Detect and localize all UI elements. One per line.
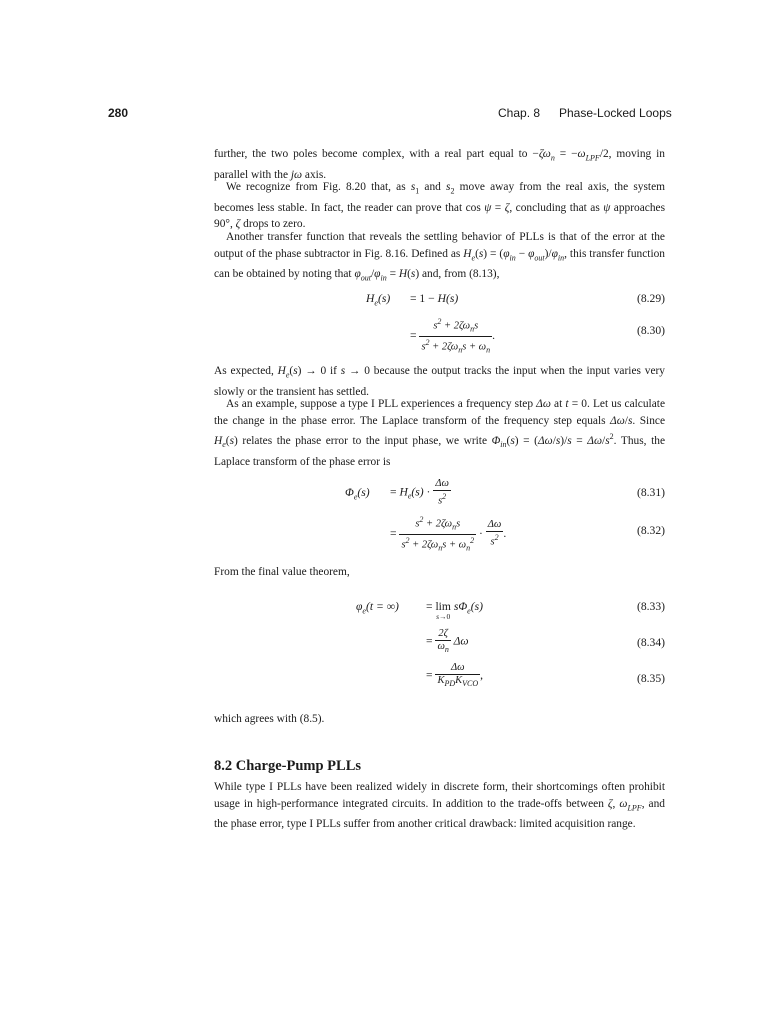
chapter-label: Chap. 8	[498, 106, 541, 120]
paragraph-8: While type I PLLs have been realized widely in discrete form, their shortcomings often prohibit usage in high-performance integrated circuits. In addition to the trade-offs between ζ, $\omega_{LPF}$, and the phase error, type I PLLs suffer from another critical drawback: limited acquisition range.	[214, 781, 665, 831]
page-number: 280	[108, 106, 129, 120]
equation-number: (8.33)	[636, 600, 665, 613]
equation-number: (8.31)	[636, 486, 665, 499]
equation-number: (8.32)	[636, 524, 665, 537]
equation-number: (8.34)	[636, 636, 665, 649]
equation-number: (8.30)	[636, 324, 665, 337]
section-title: Charge-Pump PLLs	[235, 758, 362, 774]
paragraph-4: As expected, $H_e(s) \to 0$ if s → 0 because the output tracks the input when the input varies very slowly or the transient has settled.	[214, 365, 665, 398]
equation-8-30: = $\frac{s^2 + 2\zeta\omega_ns}{s^2 + 2\zeta\omega_ns + \omega_n}$ . (8.30)	[410, 317, 665, 355]
equation-number: (8.35)	[636, 672, 665, 685]
paragraph-5: As an example, suppose a type I PLL experiences a frequency step Δω at t = 0. Let us calculate the change in the phase error. The Laplace transform of the frequency step equals Δω/s. Since $H_e(s)$ relates the phase error to the input phase, we write $\Phi_{in}(s) = (\Delta\omega/s)/s = \Delta\omega/s^2$. Thus, the Laplace transform of the phase error is	[214, 398, 666, 468]
section-heading	[214, 758, 361, 775]
section-number: 8.2	[214, 758, 233, 774]
paragraph-7: which agrees with (8.5).	[214, 713, 325, 725]
equation-8-35: = $\frac{\Delta\omega}{K_{PD}K_{VCO}}$ , (8.35)	[426, 662, 665, 689]
chapter-title: Phase-Locked Loops	[559, 106, 672, 120]
paragraph-3: Another transfer function that reveals the settling behavior of PLLs is that of the error at the output of the phase subtractor in Fig. 8.16. Defined as $H_e(s) = (\varphi_{in} - \varphi_{out})/\varphi_{in}$, this transfer function can be obtained by noting that $\varphi_{out}/\varphi_{in} = H(s)$ and, from (8.13),	[214, 231, 665, 283]
equation-8-34: = $\frac{2\zeta}{\omega_n}$ Δω (8.34)	[426, 628, 665, 655]
equation-number: (8.29)	[636, 292, 665, 305]
equation-8-29: $H_e(s)$ = 1 − H(s) (8.29)	[366, 292, 665, 308]
paragraph-2: We recognize from Fig. 8.20 that, as $s_1$ and $s_2$ move away from the real axis, the system becomes less stable. In fact, the reader can prove that cos ψ = ζ, concluding that as ψ approaches 90°, ζ drops to zero.	[214, 181, 666, 231]
equation-8-33: $\varphi_e(t$ = ∞) = lim s→0 $s\Phi_e(s)$ (8.33)	[356, 600, 665, 621]
equation-8-32: = $\frac{s^2 + 2\zeta\omega_ns}{s^2 + 2\zeta\omega_ns + \omega_n^2}$ · $\frac{\Delta\omega}{s^2}$ . (8.32)	[390, 515, 665, 553]
paragraph-6: From the final value theorem,	[214, 566, 350, 578]
equation-8-31: $\Phi_e(s)$ = $H_e(s)$ · $\frac{\Delta\omega}{s^2}$ (8.31)	[345, 478, 665, 507]
paragraph-1: further, the two poles become complex, with a real part equal to $-\zeta\omega_n = -\omega_{LPF}/2$, moving in parallel with the jω axis.	[214, 148, 666, 181]
